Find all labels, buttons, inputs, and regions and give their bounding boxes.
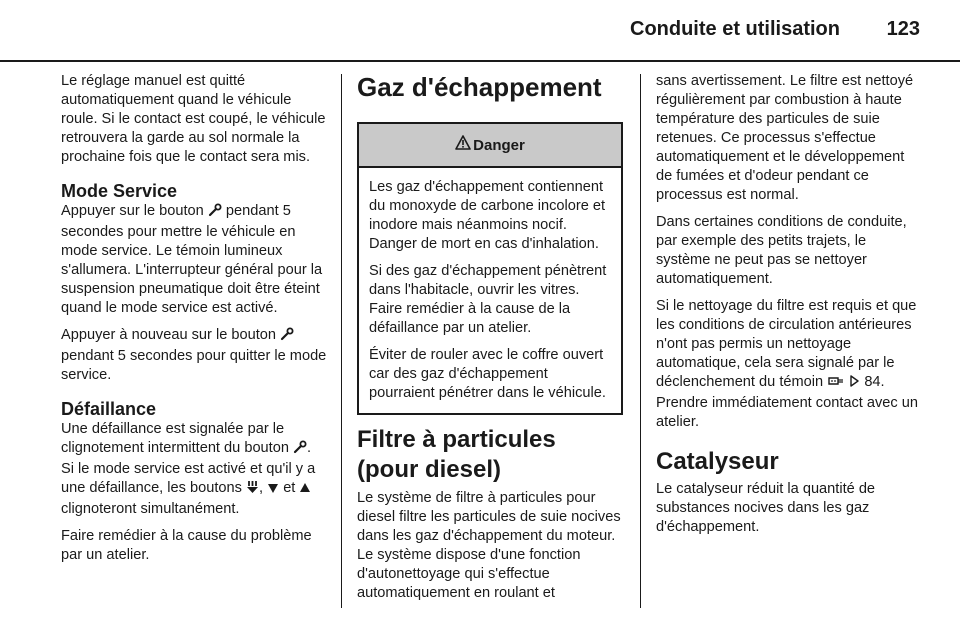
running-title: Conduite et utilisation bbox=[630, 18, 840, 40]
danger-box bbox=[357, 122, 623, 415]
danger-paragraph-1: Les gaz d'échappement contiennent du monoxyde de carbone incolore et inodore mais néanmoins nocif. Danger de mort en cas d'inhalation. bbox=[369, 179, 606, 252]
defaillance-paragraph-1 bbox=[61, 420, 327, 519]
danger-header bbox=[359, 124, 621, 168]
page-header bbox=[0, 0, 960, 62]
page-number: 123 bbox=[886, 18, 920, 40]
text: . Prendre immédiatement contact avec un atelier. bbox=[656, 374, 919, 430]
danger-body bbox=[359, 168, 621, 413]
text: Une défaillance est signalée par le clignotement intermittent du bouton bbox=[61, 421, 289, 456]
intro-paragraph: Le réglage manuel est quitté automatiquement quand le véhicule roule. Si le contact est coupé, le véhicule retrouvera la garde au sol normale la prochaine fois que le contact sera mis. bbox=[61, 73, 326, 165]
text: pendant 5 secondes pour quitter le mode service. bbox=[61, 348, 327, 383]
wrench-icon bbox=[208, 203, 222, 223]
triangle-down-icon bbox=[267, 481, 279, 500]
column-divider bbox=[341, 74, 342, 608]
catalyseur-paragraph-1: Le catalyseur réduit la quantité de substances nocives dans les gaz d'échappement. bbox=[656, 481, 876, 535]
text: Appuyer à nouveau sur le bouton bbox=[61, 327, 277, 343]
text: , bbox=[259, 480, 264, 496]
danger-paragraph-2: Si des gaz d'échappement pénètrent dans l'habitacle, ouvrir les vitres. Faire remédier à la cause de la défaillance par un atelier. bbox=[369, 263, 607, 336]
filtre-particules-heading: Filtre à particules (pour diesel) bbox=[357, 426, 556, 483]
text: Appuyer sur le bouton bbox=[61, 203, 204, 219]
text: Si le nettoyage du filtre est requis et que les conditions de circulation antérieures n'ont pas permis un nettoyage automatique, cela sera signalé par le déclenchement du témoin bbox=[656, 298, 917, 390]
text: clignoteront simultanément. bbox=[61, 501, 240, 517]
filtre-paragraph-1: Le système de filtre à particules pour diesel filtre les particules de suie nocives dans les gaz d'échappement du moteur. Le système dispose d'une fonction d'autonettoyage qui s'effectue automatiquement en roulant et bbox=[357, 490, 621, 601]
danger-title: Danger bbox=[473, 136, 525, 154]
warning-triangle-icon bbox=[455, 135, 473, 155]
filtre-paragraph-3: Dans certaines conditions de conduite, par exemple des petits trajets, le système ne peut pas se nettoyer automatiquement. bbox=[656, 214, 907, 287]
wrench-icon bbox=[293, 440, 307, 460]
defaillance-paragraph-2: Faire remédier à la cause du problème par un atelier. bbox=[61, 528, 312, 563]
lower-vehicle-icon bbox=[246, 480, 259, 500]
defaillance-heading: Défaillance bbox=[61, 399, 157, 419]
mode-service-heading: Mode Service bbox=[61, 181, 178, 201]
page-reference-number: 84 bbox=[864, 374, 881, 390]
mode-service-paragraph-2 bbox=[61, 326, 327, 385]
text: pendant 5 secondes pour mettre le véhicule en mode service. Le témoin lumineux s'allumera. L'interrupteur général pour la suspension pneumatique doit être éteint quand le mode service est activé. bbox=[61, 203, 323, 316]
column-2 bbox=[357, 72, 623, 611]
filtre-paragraph-4 bbox=[656, 297, 918, 432]
gaz-echappement-heading: Gaz d'échappement bbox=[357, 72, 602, 102]
wrench-icon bbox=[280, 327, 294, 347]
header-rule bbox=[0, 60, 960, 62]
page-reference-icon bbox=[849, 374, 860, 393]
catalyseur-heading: Catalyseur bbox=[656, 448, 779, 475]
mode-service-paragraph-1 bbox=[61, 202, 327, 318]
diesel-particle-filter-icon bbox=[827, 374, 845, 394]
column-1 bbox=[61, 72, 327, 573]
triangle-up-icon bbox=[299, 481, 311, 500]
text: . Si le mode service est activé et qu'il y a une défaillance, les boutons bbox=[61, 440, 316, 496]
column-divider bbox=[640, 74, 641, 608]
column-3 bbox=[656, 72, 918, 545]
danger-paragraph-3: Éviter de rouler avec le coffre ouvert car des gaz d'échappement pourraient pénétrer dans le véhicule. bbox=[369, 347, 606, 401]
text: et bbox=[283, 480, 296, 496]
filtre-paragraph-2: sans avertissement. Le filtre est nettoyé régulièrement par combustion à haute température des particules de suie retenues. Ce processus s'effectue automatiquement et le développement de fumées et d'odeur pendant ce processus est normal. bbox=[656, 73, 914, 203]
